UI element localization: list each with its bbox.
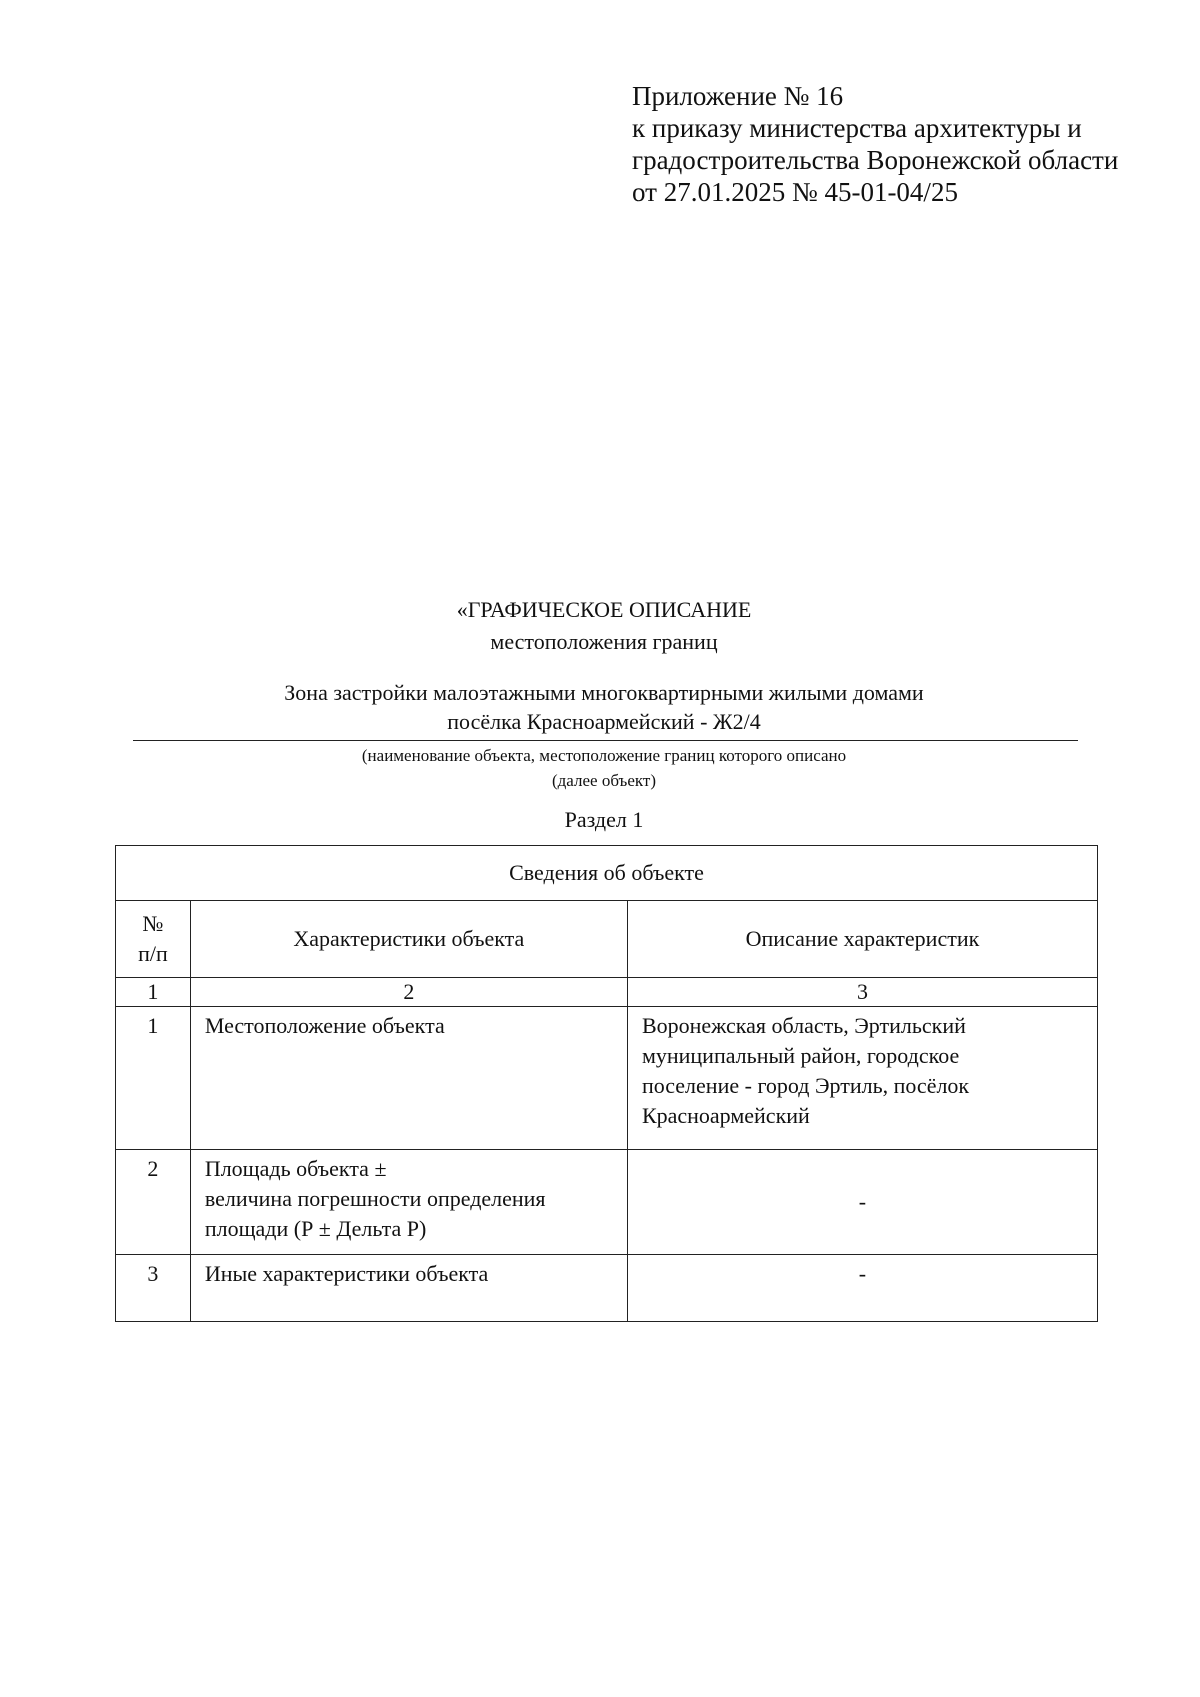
row-characteristic <box>190 1150 627 1255</box>
description-line: поселение - город Эртиль, посёлок <box>641 1073 970 1098</box>
row-description: - <box>627 1150 1097 1255</box>
document-title: «ГРАФИЧЕСКОЕ ОПИСАНИЕ <box>456 597 752 622</box>
annex-date-number: от 27.01.2025 № 45-01-04/25 <box>632 177 958 207</box>
description-line: Воронежская область, Эртильский <box>641 1013 966 1038</box>
object-note-line-1: (наименование объекта, местоположение границ которого описано <box>361 746 847 765</box>
object-name-underline <box>133 740 1078 741</box>
description-line: Красноармейский <box>641 1103 810 1128</box>
description-line: муниципальный район, городское <box>641 1043 960 1068</box>
characteristic-line: величина погрешности определения <box>204 1186 546 1211</box>
object-name-note <box>130 743 1078 793</box>
row-number: 3 <box>116 1255 191 1322</box>
row-description <box>627 1007 1097 1150</box>
object-name <box>130 678 1078 736</box>
header-number <box>116 901 191 978</box>
document-subtitle: местоположения границ <box>490 629 718 654</box>
row-description: - <box>627 1255 1097 1322</box>
column-number: 3 <box>627 978 1097 1007</box>
table-row <box>116 1255 1098 1322</box>
characteristic-line: Иные характеристики объекта <box>204 1261 489 1286</box>
header-number-abbrev: п/п <box>138 941 168 966</box>
header-description: Описание характеристик <box>627 901 1097 978</box>
object-name-line-1: Зона застройки малоэтажными многоквартирными жилыми домами <box>284 680 924 705</box>
row-characteristic <box>190 1255 627 1322</box>
annex-order-line: к приказу министерства архитектуры и <box>632 113 1082 143</box>
row-number: 1 <box>116 1007 191 1150</box>
annex-title: Приложение № 16 <box>632 81 844 111</box>
table-caption: Сведения об объекте <box>116 846 1098 901</box>
column-number: 2 <box>190 978 627 1007</box>
column-number-row <box>116 978 1098 1007</box>
characteristic-line: Местоположение объекта <box>204 1013 445 1038</box>
annex-ministry-line: градостроительства Воронежской области <box>632 145 1119 175</box>
object-note-line-2: (далее объект) <box>551 771 657 790</box>
characteristic-line: площади (Р ± Дельта Р) <box>204 1216 427 1241</box>
table-caption-row <box>116 846 1098 901</box>
section-label: Раздел 1 <box>564 807 644 832</box>
header-number-symbol: № <box>142 911 164 936</box>
characteristic-line: Площадь объекта ± <box>204 1156 387 1181</box>
table-row <box>116 1150 1098 1255</box>
object-info-table <box>115 845 1098 1322</box>
row-characteristic <box>190 1007 627 1150</box>
annex-header <box>632 80 1118 208</box>
object-name-line-2: посёлка Красноармейский - Ж2/4 <box>447 709 761 734</box>
row-number: 2 <box>116 1150 191 1255</box>
column-number: 1 <box>116 978 191 1007</box>
header-characteristics: Характеристики объекта <box>190 901 627 978</box>
table-row <box>116 1007 1098 1150</box>
table-header-row <box>116 901 1098 978</box>
